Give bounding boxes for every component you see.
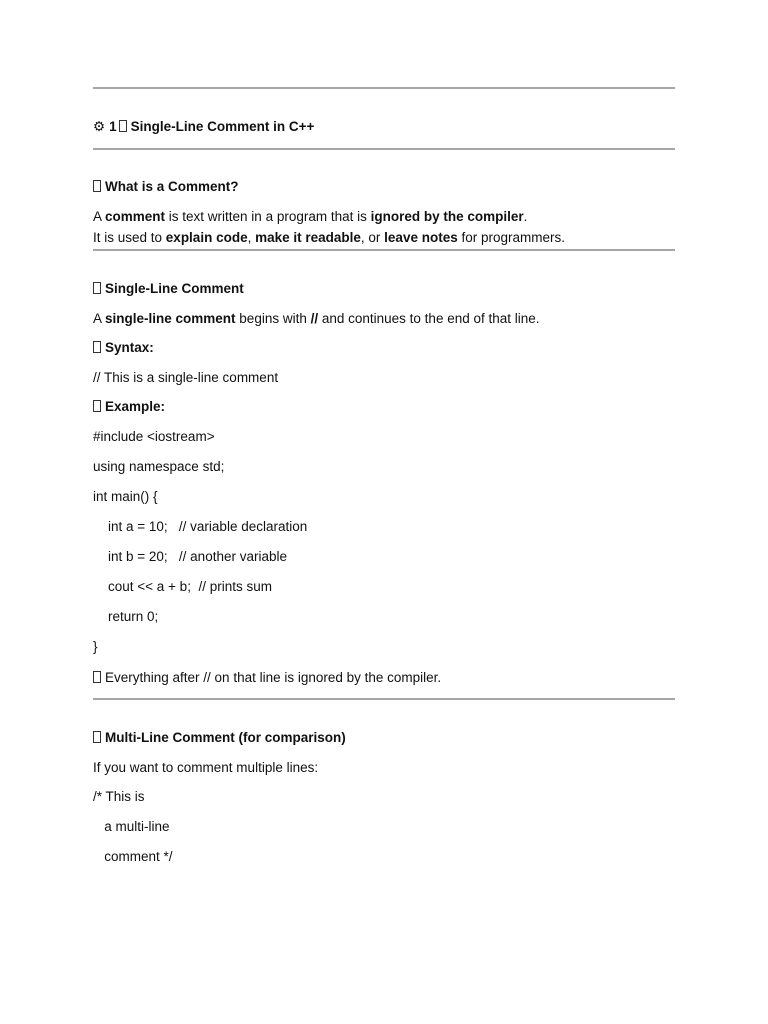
code-line: using namespace std; [93, 459, 225, 474]
section-heading-text: Single-Line Comment [105, 281, 244, 296]
bold-term: explain code [165, 230, 248, 245]
document-content [93, 87, 675, 872]
code-line: int b = 20; // another variable [93, 549, 287, 564]
code-line: /* This is [93, 789, 145, 804]
section-heading-multi [93, 729, 675, 747]
syntax-heading: Syntax: [93, 339, 675, 357]
bold-term: ignored by the compiler [370, 209, 524, 224]
section-heading-text: Multi-Line Comment (for comparison) [105, 730, 346, 745]
code-line: } [93, 639, 98, 654]
section-heading-single [93, 280, 675, 298]
single-description: A single-line comment begins with // and continues to the end of that line. [93, 311, 540, 326]
keycap-icon [119, 120, 127, 132]
pin-icon [93, 671, 101, 683]
bold-term: leave notes [384, 230, 458, 245]
divider [93, 698, 675, 700]
multi-code-block [93, 782, 675, 872]
pin-icon [93, 282, 101, 294]
title-number: 1 [109, 119, 117, 134]
code-line: cout << a + b; // prints sum [93, 579, 272, 594]
code-line: a multi-line [93, 819, 170, 834]
syntax-line: // This is a single-line comment [93, 370, 279, 385]
section-heading-what [93, 178, 675, 196]
what-paragraph [93, 206, 675, 248]
code-line: #include <iostream> [93, 429, 215, 444]
title-text: Single-Line Comment in C++ [130, 119, 315, 134]
bold-term: single-line comment [105, 311, 236, 326]
divider [93, 148, 675, 150]
page-title [93, 118, 675, 136]
bold-term: make it readable [255, 230, 361, 245]
pin-icon [93, 731, 101, 743]
bold-term: // [310, 311, 319, 326]
example-heading: Example: [93, 398, 675, 416]
divider [93, 249, 675, 251]
code-line: int main() { [93, 489, 158, 504]
example-code-block [93, 422, 675, 662]
code-line: return 0; [93, 609, 159, 624]
section-heading-text: What is a Comment? [105, 179, 239, 194]
gear-icon: ⚙ [93, 119, 106, 134]
pin-icon [93, 341, 101, 353]
example-note: Everything after // on that line is ignored by the compiler. [93, 667, 675, 688]
bold-term: comment [105, 209, 166, 224]
pin-icon [93, 400, 101, 412]
what-line-2: It is used to explain code, make it readable, or leave notes for programmers. [93, 230, 565, 245]
what-line-1: A comment is text written in a program that is ignored by the compiler. [93, 209, 528, 224]
code-line: comment */ [93, 849, 173, 864]
divider [93, 87, 675, 89]
multi-intro: If you want to comment multiple lines: [93, 760, 319, 775]
code-line: int a = 10; // variable declaration [93, 519, 308, 534]
pin-icon [93, 180, 101, 192]
